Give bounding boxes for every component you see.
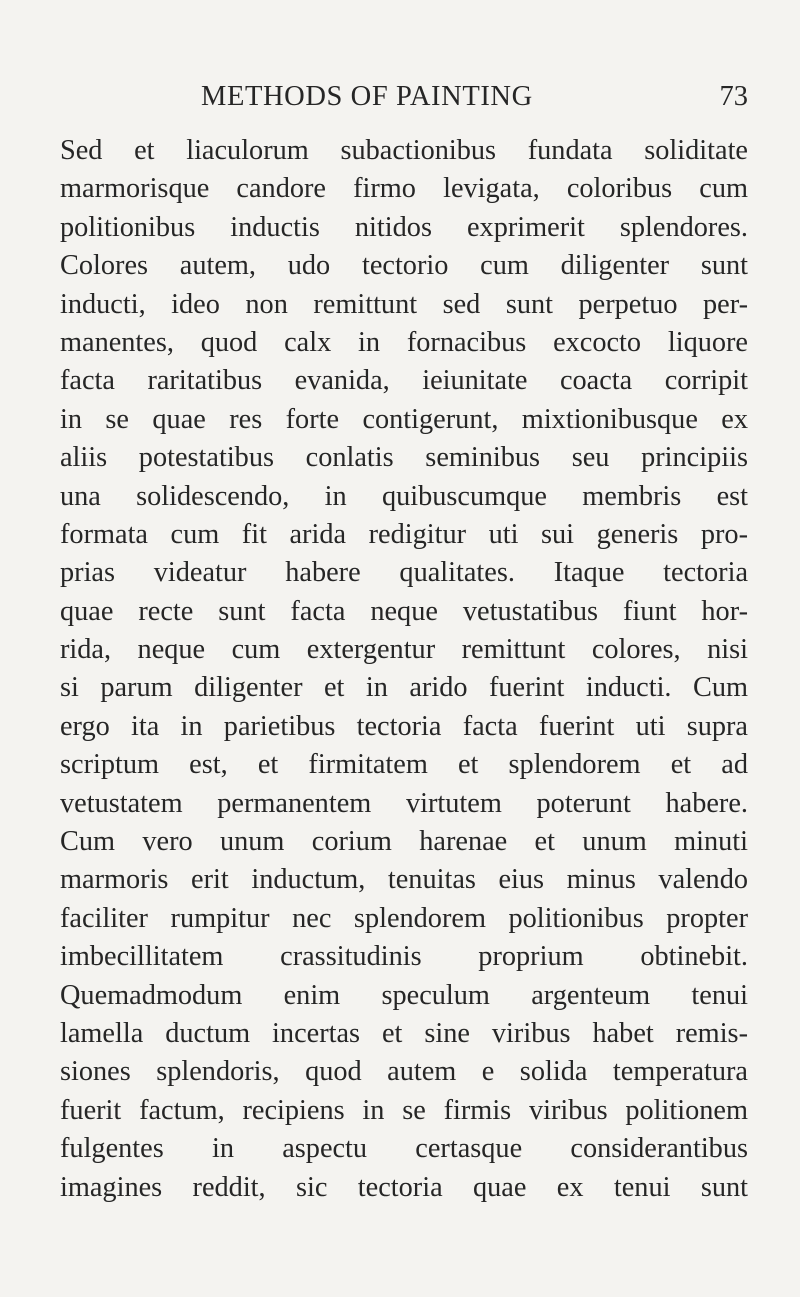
text-line: politionibus inductis nitidos exprimerit splendores. — [60, 211, 748, 243]
text-line: vetustatem permanentem virtutem poterunt habere. — [60, 787, 748, 819]
text-line: Sed et liaculorum subactionibus fundata soliditate — [60, 135, 748, 166]
text-line: prias videatur habere qualitates. Itaque tectoria — [60, 557, 748, 589]
text-line: imagines reddit, sic tectoria quae ex tenui sunt — [60, 1171, 748, 1203]
text-line: manentes, quod calx in fornacibus excocto liquore — [60, 326, 748, 358]
text-line: Cum vero unum corium harenae et unum minuti — [60, 826, 748, 858]
text-line: si parum diligenter et in arido fuerint inducti. Cum — [60, 672, 748, 704]
text-line: aliis potestatibus conlatis seminibus seu principiis — [60, 442, 748, 474]
text-line: Colores autem, udo tectorio cum diligenter sunt — [60, 250, 748, 282]
text-line: in se quae res forte contigerunt, mixtionibusque ex — [60, 403, 748, 435]
text-line: marmoris erit inductum, tenuitas eius minus valendo — [60, 864, 748, 896]
text-line: fuerit factum, recipiens in se firmis viribus politionem — [60, 1094, 748, 1126]
text-line: imbecillitatem crassitudinis proprium obtinebit. — [60, 941, 748, 973]
text-line: siones splendoris, quod autem e solida temperatura — [60, 1056, 748, 1088]
text-line: formata cum fit arida redigitur uti sui generis pro- — [60, 518, 748, 550]
running-head — [60, 77, 748, 117]
text-line: marmorisque candore firmo levigata, coloribus cum — [60, 173, 748, 205]
text-line: Quemadmodum enim speculum argenteum tenui — [60, 979, 748, 1011]
text-line: una solidescendo, in quibuscumque membris est — [60, 480, 748, 512]
running-head-title: METHODS OF PAINTING — [201, 81, 533, 112]
body-paragraph — [60, 132, 748, 1207]
page-number: 73 — [719, 81, 748, 112]
text-line: faciliter rumpitur nec splendorem politionibus propter — [60, 902, 748, 934]
text-line: inducti, ideo non remittunt sed sunt perpetuo per- — [60, 288, 748, 320]
text-line: rida, neque cum extergentur remittunt colores, nisi — [60, 634, 748, 666]
text-line: lamella ductum incertas et sine viribus habet remis- — [60, 1017, 748, 1049]
text-line: scriptum est, et firmitatem et splendorem et ad — [60, 749, 748, 781]
text-line: fulgentes in aspectu certasque considerantibus — [60, 1133, 748, 1165]
text-line: ergo ita in parietibus tectoria facta fuerint uti supra — [60, 710, 748, 742]
text-line: quae recte sunt facta neque vetustatibus fiunt hor- — [60, 595, 748, 627]
text-line: facta raritatibus evanida, ieiunitate coacta corripit — [60, 365, 748, 397]
